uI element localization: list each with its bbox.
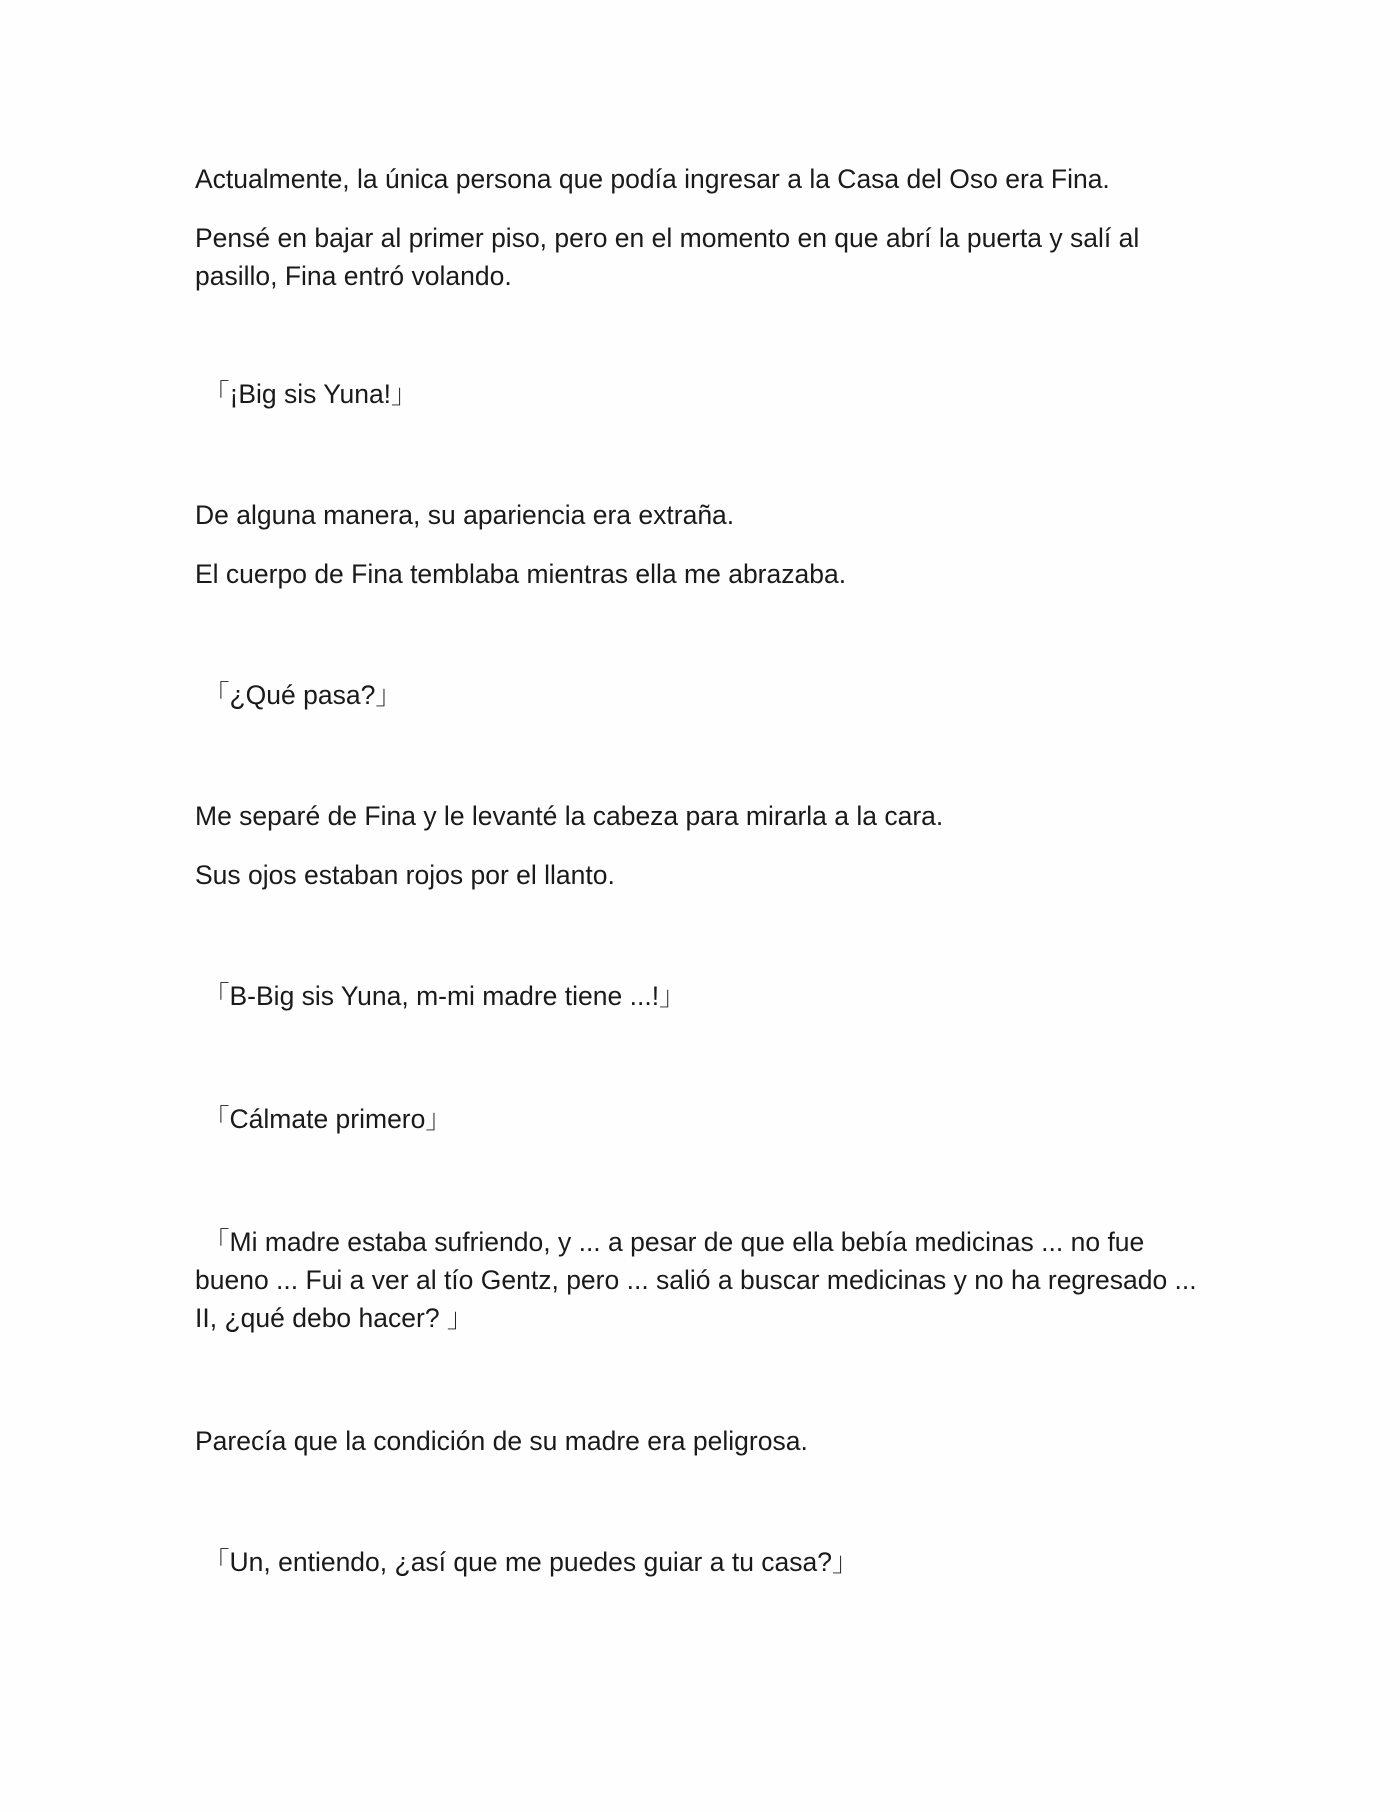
paragraph-dialogue: 「Un, entiendo, ¿así que me puedes guiar a tu casa?」 (203, 1547, 859, 1577)
paragraph-dialogue: 「Cálmate primero」 (203, 1104, 452, 1134)
paragraph-narration: Parecía que la condición de su madre era peligrosa. (195, 1426, 808, 1456)
paragraph-narration: Sus ojos estaban rojos por el llanto. (195, 860, 615, 890)
paragraph-dialogue: 「B-Big sis Yuna, m-mi madre tiene ...!」 (203, 981, 686, 1011)
paragraph-narration: Actualmente, la única persona que podía ingresar a la Casa del Oso era Fina. (195, 164, 1110, 194)
paragraph-dialogue: 「¡Big sis Yuna!」 (203, 379, 418, 409)
paragraph-narration: Pensé en bajar al primer piso, pero en el momento en que abrí la puerta y salí al pasillo, Fina entró volando. (195, 223, 1140, 291)
paragraph-dialogue: 「¿Qué pasa?」 (203, 680, 402, 710)
paragraph-narration: Me separé de Fina y le levanté la cabeza para mirarla a la cara. (195, 801, 944, 831)
paragraph-narration: De alguna manera, su apariencia era extraña. (195, 500, 735, 530)
paragraph-narration: El cuerpo de Fina temblaba mientras ella me abrazaba. (195, 559, 847, 589)
paragraph-dialogue: 「Mi madre estaba sufriendo, y ... a pesar de que ella bebía medicinas ... no fue bueno ... Fui a ver al tío Gentz, pero ... salió a buscar medicinas y no ha regresado ... II, ¿qué debo hacer? 」 (195, 1227, 1205, 1333)
